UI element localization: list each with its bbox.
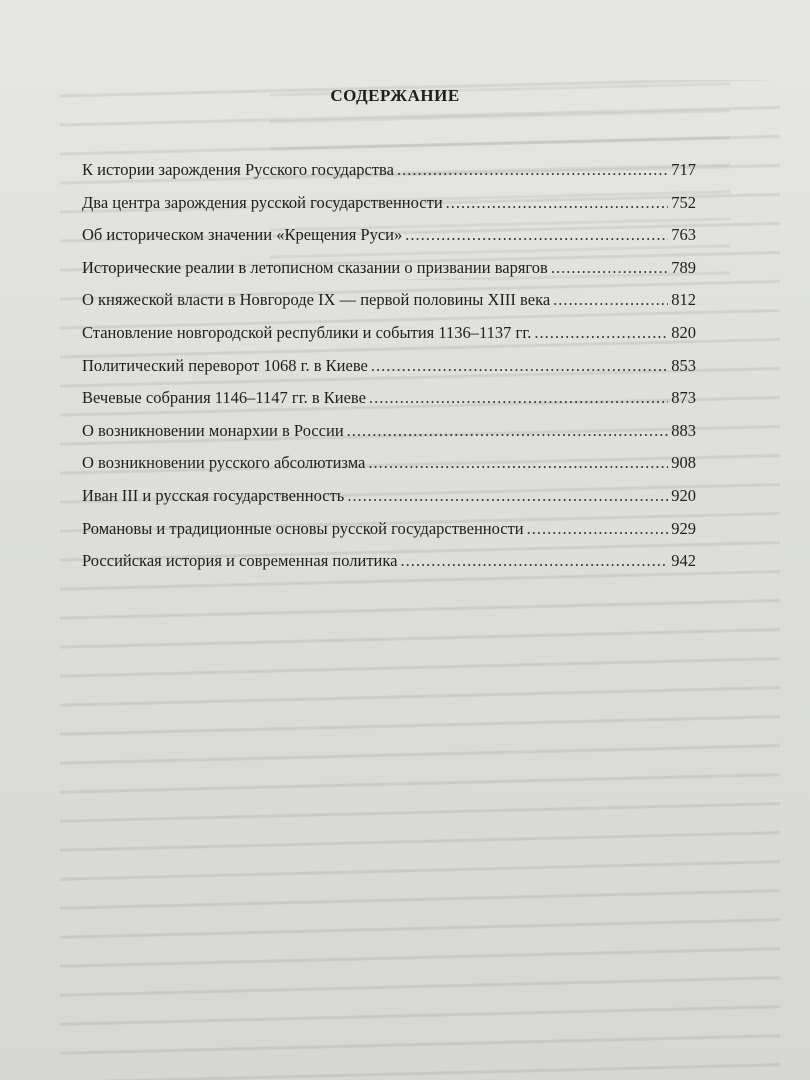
toc-entry (82, 486, 696, 519)
toc-page-number: 942 (671, 551, 696, 571)
toc-leader-dots (551, 258, 668, 278)
toc-leader-dots (446, 193, 669, 213)
toc-page-number: 908 (671, 453, 696, 473)
toc-entry (82, 388, 696, 421)
toc-leader-dots (405, 225, 668, 245)
toc-leader-dots (397, 160, 668, 180)
page-title: СОДЕРЖАНИЕ (330, 86, 460, 105)
toc-entry-title: Иван III и русская государственность (82, 485, 345, 505)
toc-entry-title: Вечевые собрания 1146–1147 гг. в Киеве (82, 388, 366, 408)
toc-leader-dots (534, 323, 668, 343)
toc-page-number: 853 (671, 355, 696, 375)
toc-entry-title: Становление новгородской республики и события 1136–1137 гг. (82, 322, 532, 342)
toc-page-number: 717 (671, 160, 696, 179)
toc-page-number: 873 (671, 388, 696, 408)
toc-entry (82, 551, 696, 584)
toc-leader-dots (553, 290, 668, 310)
toc-entry (82, 258, 696, 291)
toc-leader-dots (368, 453, 668, 473)
toc-entry (82, 421, 696, 454)
toc-entry (82, 225, 696, 258)
toc-entry-title: О возникновении монархии в России (82, 420, 344, 440)
toc-page-number: 752 (671, 192, 696, 212)
toc-entry-title: К истории зарождения Русского государства (82, 160, 394, 179)
toc-leader-dots (400, 551, 668, 571)
toc-leader-dots (347, 421, 669, 441)
toc-page-number: 763 (671, 225, 696, 245)
toc-entry-title: О княжеской власти в Новгороде IX — первой половины XIII века (82, 290, 551, 310)
toc-leader-dots (371, 356, 668, 376)
toc-entry (82, 290, 696, 323)
toc-leader-dots (527, 519, 669, 539)
toc-page-number: 820 (671, 322, 696, 342)
toc-entry-title: Два центра зарождения русской государственности (82, 192, 443, 212)
toc-entry (82, 160, 696, 193)
toc-page-number: 883 (671, 420, 696, 440)
toc-page-number: 789 (671, 257, 696, 277)
toc-leader-dots (347, 486, 668, 506)
toc-entry-title: Романовы и традиционные основы русской государственности (82, 518, 524, 538)
table-of-contents (82, 160, 696, 584)
toc-page-number: 929 (671, 518, 696, 538)
toc-entry (82, 356, 696, 389)
toc-leader-dots (369, 388, 668, 408)
toc-entry (82, 193, 696, 226)
toc-entry-title: Об историческом значении «Крещения Руси» (82, 225, 403, 245)
toc-entry (82, 323, 696, 356)
toc-entry (82, 519, 696, 552)
toc-entry-title: Политический переворот 1068 г. в Киеве (82, 355, 368, 375)
toc-entry-title: О возникновении русского абсолютизма (82, 453, 366, 473)
toc-page-number: 920 (671, 485, 696, 505)
toc-entry-title: Российская история и современная политика (82, 551, 398, 571)
toc-entry (82, 453, 696, 486)
toc-entry-title: Исторические реалии в летописном сказании о призвании варягов (82, 257, 548, 277)
toc-page-number: 812 (671, 290, 696, 310)
